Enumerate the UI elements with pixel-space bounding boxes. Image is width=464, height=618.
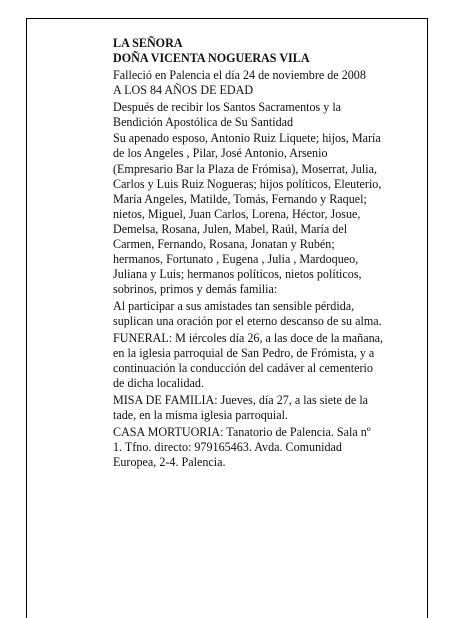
funeral-line: continuación la conducción del cadáver al cementerio [113,360,373,375]
age-line: A LOS 84 AÑOS DE EDAD [113,82,254,97]
deceased-name: DOÑA VICENTA NOGUERAS VILA [113,51,310,66]
funeral-line: de dicha localidad. [113,376,204,391]
heading-title: LA SEÑORA [113,36,183,50]
family-line: Carlos y Luis Ruiz Nogueras; hijos políticos, Eleuterio, [113,176,382,191]
funeral-line: FUNERAL: M iércoles día 26, a las doce de la mañana, [113,330,384,345]
sacraments-line: Bendición Apostólica de Su Santidad [113,114,294,129]
family-line: Demelsa, Rosana, Julen, Mabel, Raúl, María del [113,221,348,236]
prayer-line: suplican una oración por el eterno descanso de su alma. [113,314,382,329]
family-line: de los Angeles , Pilar, José Antonio, Arsenio [113,146,328,161]
death-line: Falleció en Palencia el día 24 de noviembre de 2008 [113,67,366,82]
family-mass-line: tade, en la misma iglesia parroquial. [113,407,288,422]
prayer-paragraph [113,299,423,329]
family-line: Carmen, Fernando, Rosana, Jonatan y Rubén; [113,237,335,251]
family-mass-paragraph [113,393,423,423]
family-line: sobrinos, primos y demás familia: [113,282,278,297]
family-mass-line: MISA DE FAMILIA: Jueves, día 27, a las siete de la [113,392,369,407]
sacraments-paragraph [113,100,423,130]
funeral-home-line: 1. Tfno. directo: 979165463. Avda. Comunidad [113,439,342,454]
family-line: María Angeles, Matilde, Tomás, Fernando y Raquel; [113,191,367,206]
family-paragraph [113,131,423,297]
funeral-line: en la iglesia parroquial de San Pedro, de Frómista, y a [113,345,375,360]
funeral-home-line: Europea, 2-4. Palencia. [113,454,226,469]
family-line: (Empresario Bar la Plaza de Frómisa), Moserrat, Julia, [113,161,377,176]
funeral-paragraph [113,331,423,391]
obituary-notice [113,36,423,471]
notice-header [113,36,423,66]
family-line: hermanos, Fortunato , Eugena , Julia , Mardoqueo, [113,252,359,267]
family-line: nietos, Miguel, Juan Carlos, Lorena, Héctor, Josue, [113,206,361,221]
family-line: Su apenado esposo, Antonio Ruiz Liquete; hijos, María [113,131,381,146]
death-info [113,68,423,98]
family-line: Juliana y Luis; hermanos políticos, nietos políticos, [113,267,362,282]
sacraments-line: Después de recibir los Santos Sacramentos y la [113,99,342,114]
funeral-home-paragraph [113,425,423,470]
funeral-home-line: CASA MORTUORIA: Tanatorio de Palencia. Sala nº [113,424,371,439]
prayer-line: Al participar a sus amistades tan sensible pérdida, [113,298,355,313]
